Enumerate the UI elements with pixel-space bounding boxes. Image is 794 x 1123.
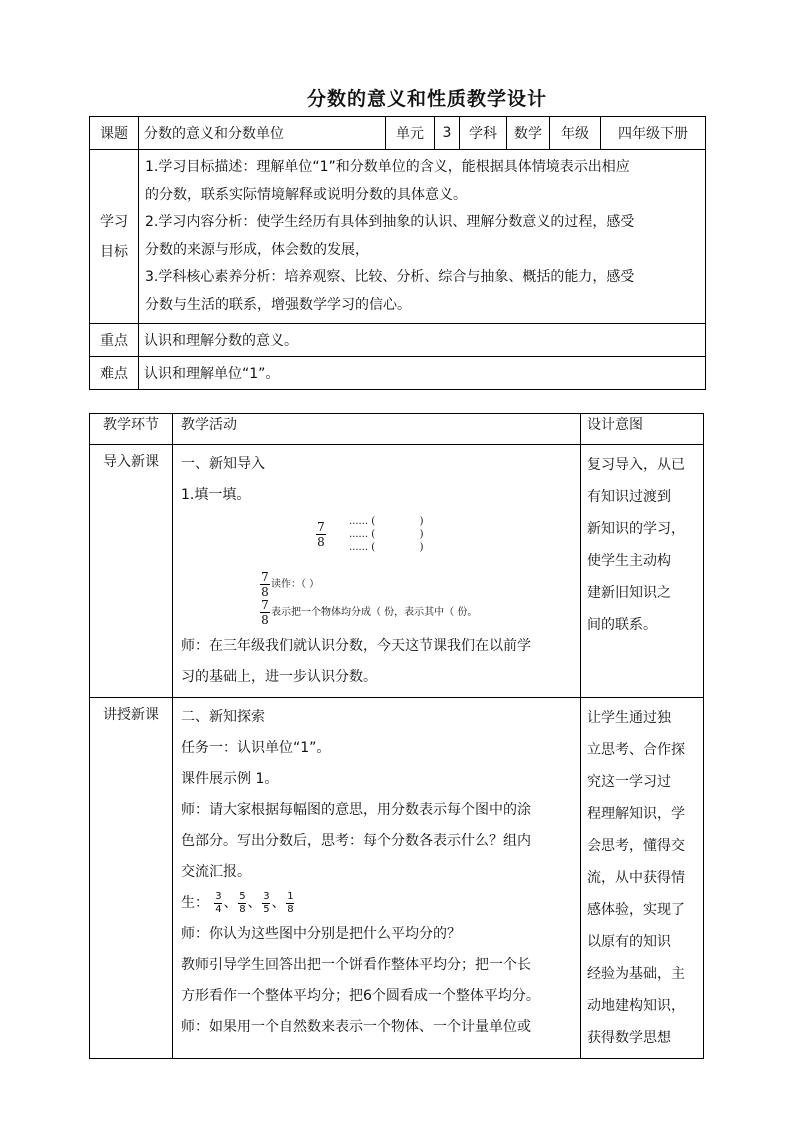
intro-stage: 导入新课 — [90, 445, 173, 698]
intent-line: 获得数学思想 — [587, 1030, 671, 1046]
fraction-numerator: 7 — [261, 570, 269, 584]
separator: 、 — [271, 895, 286, 911]
explore-line: 课件展示例 1。 — [181, 771, 279, 787]
read-fraction — [260, 571, 270, 598]
intent-line: 经验为基础，主 — [587, 966, 685, 982]
intent-line: 动地建构知识， — [587, 998, 685, 1014]
grade-value: 四年级下册 — [601, 117, 706, 150]
intro-row — [90, 445, 704, 698]
explore-line: 二、新知探索 — [181, 709, 265, 725]
unit-label: 单元 — [386, 117, 435, 150]
student-answer-line — [181, 888, 572, 919]
goal-line: 1.学习目标描述：理解单位“1”和分数单位的含义，能根据具体情境表示出相应 — [145, 159, 630, 175]
fraction-denominator: 8 — [317, 535, 325, 549]
intent-line: 使学生主动构 — [587, 553, 671, 569]
fill-blanks — [349, 515, 424, 554]
intro-intent — [581, 445, 704, 698]
explore-line: 师：如果用一个自然数来表示一个物体、一个计量单位或 — [181, 1019, 531, 1035]
fraction-denominator: 8 — [261, 613, 269, 627]
difficult-point-label: 难点 — [90, 357, 139, 390]
read-as-row — [259, 569, 319, 600]
fill-fraction — [316, 521, 326, 548]
explore-activity — [173, 698, 581, 1059]
fraction-denominator: 8 — [239, 903, 246, 915]
intent-line: 间的联系。 — [587, 617, 657, 633]
explore-line: 师：请大家根据每幅图的意思，用分数表示每个图中的涂 — [181, 802, 531, 818]
fill-in-figure — [181, 511, 572, 631]
fraction-numerator: 7 — [261, 598, 269, 612]
student-label: 生： — [181, 895, 209, 911]
goal-line: 的分数，联系实际情境解释或说明分数的具体意义。 — [145, 186, 467, 203]
goals-label — [90, 150, 139, 324]
subject-label: 学科 — [460, 117, 507, 150]
fraction-numerator: 3 — [215, 890, 222, 902]
separator: 、 — [247, 895, 262, 911]
fraction-numerator: 7 — [317, 520, 325, 534]
intent-line: 有知识过渡到 — [587, 489, 671, 505]
fraction-numerator: 1 — [287, 890, 294, 902]
goal-line: 分数的来源与形成，体会数的发展， — [145, 241, 369, 258]
intent-line: 感体验，实现了 — [587, 902, 685, 918]
answer-fraction — [262, 892, 270, 915]
answer-fraction — [238, 892, 246, 915]
plan-header-row — [90, 414, 704, 445]
key-point-row — [90, 324, 706, 357]
intent-line: 以原有的知识 — [587, 934, 671, 950]
teaching-plan-table — [89, 413, 704, 1059]
fraction-denominator: 8 — [287, 903, 294, 915]
fraction-numerator: 3 — [263, 890, 270, 902]
intro-line: 1.填一填。 — [181, 487, 251, 503]
intent-line: 会思考，懂得交 — [587, 838, 685, 854]
explore-line: 教师引导学生回答出把一个饼看作整体平均分；把一个长 — [181, 957, 531, 973]
explore-row — [90, 698, 704, 1059]
blank-line: ...... ( ) — [349, 516, 424, 527]
intent-line: 流，从中获得情 — [587, 870, 685, 886]
blank-line: ...... ( ) — [349, 542, 424, 553]
meaning-label: 表示把一个物体均分成（ 份，表示其中（ 份。 — [271, 607, 478, 618]
intent-line: 新知识的学习， — [587, 521, 685, 537]
intent-line: 立思考、合作探 — [587, 742, 685, 758]
goal-line: 分数与生活的联系，增强数学学习的信心。 — [145, 296, 411, 313]
document-title: 分数的意义和性质教学设计 — [306, 88, 547, 110]
goal-line: 2.学习内容分析：使学生经历有具体到抽象的认识、理解分数意义的过程，感受 — [145, 214, 635, 230]
goals-content — [139, 150, 706, 324]
intent-line: 建新旧知识之 — [587, 585, 671, 601]
intent-line: 究这一学习过 — [587, 774, 671, 790]
explore-line: 交流汇报。 — [181, 864, 251, 880]
key-point-label: 重点 — [90, 324, 139, 357]
explore-line: 色部分。写出分数后，思考：每个分数各表示什么？组内 — [181, 833, 531, 849]
answer-fraction — [286, 892, 294, 915]
separator: 、 — [223, 895, 238, 911]
header-intent: 设计意图 — [581, 414, 704, 445]
key-point-value: 认识和理解分数的意义。 — [139, 324, 706, 357]
intent-line: 程理解知识，学 — [587, 806, 685, 822]
teacher-line: 习的基础上，进一步认识分数。 — [181, 669, 377, 685]
teacher-line: 师：在三年级我们就认识分数，今天这节课我们在以前学 — [181, 638, 531, 654]
goals-label-text: 学习目标 — [100, 213, 128, 260]
fraction-denominator: 4 — [215, 903, 222, 915]
difficult-point-value: 认识和理解单位“1”。 — [139, 357, 706, 390]
explore-line: 师：你认为这些图中分别是把什么平均分的？ — [181, 926, 461, 942]
fraction-denominator: 5 — [263, 903, 270, 915]
topic-value: 分数的意义和分数单位 — [139, 117, 386, 150]
intro-line: 一、新知导入 — [181, 456, 265, 472]
topic-row — [90, 117, 706, 150]
header-activity: 教学活动 — [173, 414, 581, 445]
answer-fraction — [214, 892, 222, 915]
intent-line: 复习导入，从已 — [587, 457, 685, 473]
meaning-row — [259, 597, 477, 628]
fraction-denominator: 8 — [261, 585, 269, 599]
grade-label: 年级 — [550, 117, 601, 150]
topic-label: 课题 — [90, 117, 139, 150]
intro-activity — [173, 445, 581, 698]
meaning-fraction — [260, 599, 270, 626]
lesson-info-table — [89, 116, 706, 390]
subject-value: 数学 — [507, 117, 550, 150]
explore-line: 任务一：认识单位“1”。 — [181, 740, 331, 756]
unit-value: 3 — [435, 117, 460, 150]
explore-stage: 讲授新课 — [90, 698, 173, 1059]
goals-row — [90, 150, 706, 324]
goal-line: 3.学科核心素养分析：培养观察、比较、分析、综合与抽象、概括的能力，感受 — [145, 269, 635, 285]
intent-line: 让学生通过独 — [587, 710, 671, 726]
explore-intent — [581, 698, 704, 1059]
difficult-point-row — [90, 357, 706, 390]
explore-line: 方形看作一个整体平均分；把6个圆看成一个整体平均分。 — [181, 988, 540, 1004]
fraction-numerator: 5 — [239, 890, 246, 902]
blank-line: ...... ( ) — [349, 529, 424, 540]
header-stage: 教学环节 — [90, 414, 173, 445]
read-as-label: 读作：（ ） — [271, 579, 320, 590]
